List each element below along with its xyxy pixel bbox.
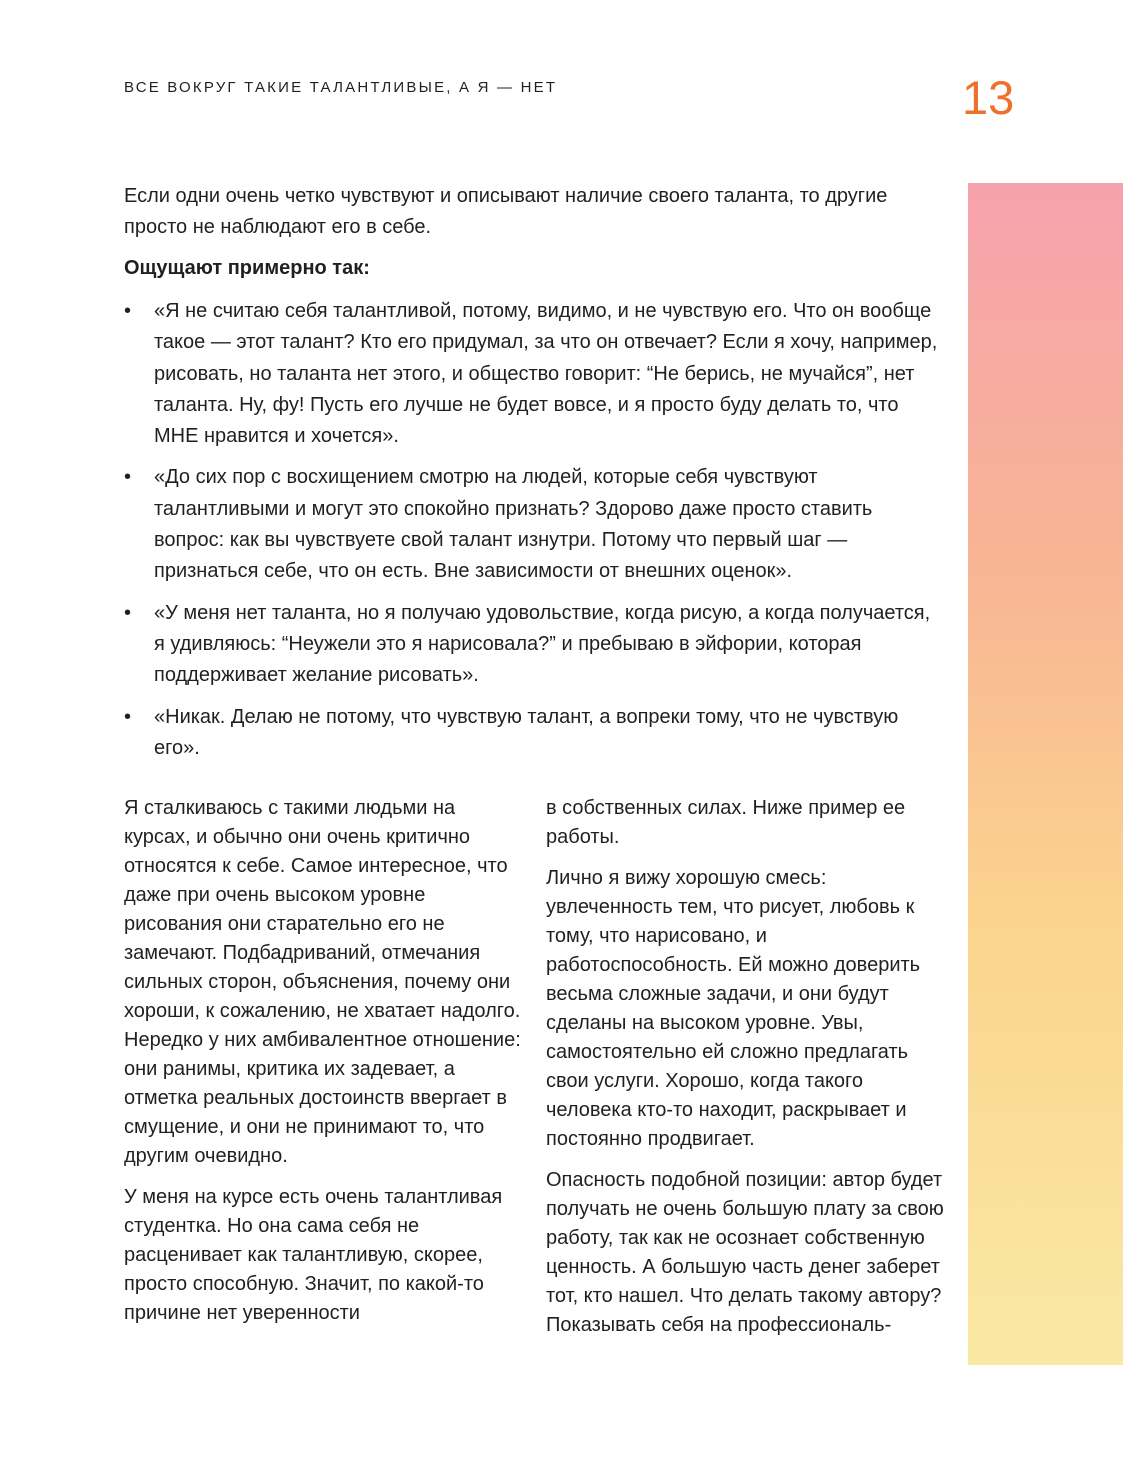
bullet-icon: •	[124, 705, 132, 728]
decorative-gradient-bar	[968, 183, 1123, 1365]
body-paragraph: Опасность подобной позиции: автор будет получать не очень большую плату за свою работу, так как не осознает собственную ценность. А большую часть денег заберет тот, кто нашел. Что делать такому автору? Показывать себя на профессиональ-	[546, 1169, 944, 1336]
body-paragraph: в собственных силах. Ниже пример ее работы.	[546, 797, 906, 848]
quote-item	[124, 598, 939, 692]
bullet-icon: •	[124, 466, 132, 489]
quote-text: «Никак. Делаю не потому, что чувствую талант, а вопреки тому, что не чувствую его».	[154, 705, 899, 759]
left-text-column	[124, 794, 524, 1340]
running-head: ВСЕ ВОКРУГ ТАКИЕ ТАЛАНТЛИВЫЕ, А Я — НЕТ	[124, 79, 558, 96]
body-paragraph: Я сталкиваюсь с такими людьми на курсах, и обычно они очень критично относятся к себе. Самое интересное, что даже при очень высоком уровне рисования они старательно его не замечают. Подбадриваний, отмечания сильных сторон, объяснения, почему они хороши, к сожалению, не хватает надолго. Нередко у них амбивалентное отношение: они ранимы, критика их задевает, а отметка реальных достоинств ввергает в смущение, и они не принимают то, что другим очевидно.	[124, 797, 521, 1167]
intro-paragraph: Если одни очень четко чувствуют и описывают наличие своего таланта, то другие просто не наблюдают его в себе.	[124, 185, 888, 238]
section-subheading: Ощущают примерно так:	[124, 257, 370, 279]
right-text-column	[546, 794, 946, 1352]
quote-text: «Я не считаю себя талантливой, потому, видимо, и не чувствую его. Что он вообще такое — этот талант? Кто его придумал, за что он отвечает? Если я хочу, например, рисовать, но таланта нет этого, и общество говорит: “Не берись, не мучайся”, нет таланта. Ну, фу! Пусть его лучше не будет вовсе, и я просто буду делать то, что МНЕ нравится и хочется».	[154, 300, 938, 448]
body-paragraph: Лично я вижу хорошую смесь: увлеченность тем, что рисует, любовь к тому, что нарисовано, и работоспособность. Ей можно доверить весьма сложные задачи, и они будут сделаны на высоком уровне. Увы, самостоятельно ей сложно предлагать свои услуги. Хорошо, когда такого человека кто-то находит, раскрывает и постоянно продвигает.	[546, 867, 921, 1150]
quote-item	[124, 462, 939, 587]
quote-item	[124, 296, 939, 452]
quote-text: «До сих пор с восхищением смотрю на людей, которые себя чувствуют талантливыми и могут это спокойно признать? Здорово даже просто ставить вопрос: как вы чувствуете свой талант изнутри. Потому что первый шаг — признаться себе, что он есть. Вне зависимости от внешних оценок».	[154, 466, 873, 583]
page-number: 13	[962, 71, 1015, 124]
quote-text: «У меня нет таланта, но я получаю удовольствие, когда рисую, а когда получается, я удивляюсь: “Неужели это я нарисовала?” и пребываю в эйфории, которая поддерживает желание рисовать».	[154, 601, 931, 687]
quote-item	[124, 702, 939, 765]
bullet-icon: •	[124, 300, 132, 322]
quote-list	[124, 296, 939, 774]
bullet-icon: •	[124, 601, 132, 624]
body-paragraph: У меня на курсе есть очень талантливая студентка. Но она сама себя не расценивает как талантливую, скорее, просто способную. Значит, по какой-то причине нет уверенности	[124, 1186, 503, 1324]
